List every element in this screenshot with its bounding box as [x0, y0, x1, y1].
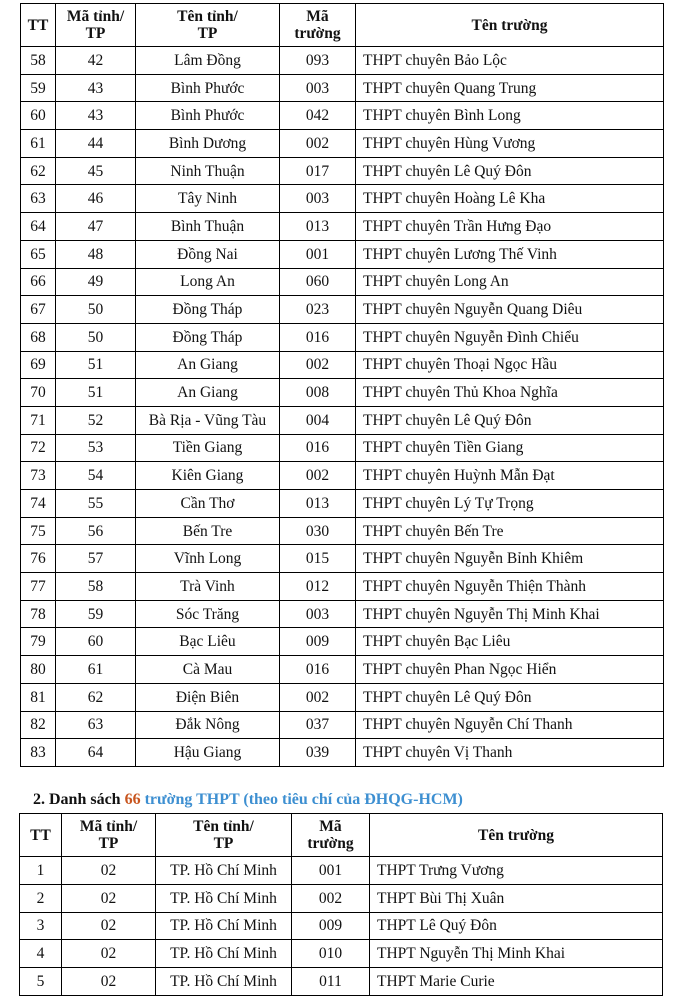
cell-school-code: 003 — [280, 600, 356, 628]
table-row — [21, 490, 664, 518]
table-row — [21, 213, 664, 241]
header-province-name: Tên tỉnh/ TP — [156, 814, 292, 857]
cell-tt: 68 — [21, 323, 56, 351]
cell-tt: 78 — [21, 600, 56, 628]
cell-school-name: THPT Bùi Thị Xuân — [370, 884, 663, 912]
cell-province-code: 55 — [56, 490, 136, 518]
cell-province-code: 52 — [56, 406, 136, 434]
cell-school-code: 037 — [280, 711, 356, 739]
cell-tt: 1 — [20, 857, 62, 885]
cell-school-code: 023 — [280, 296, 356, 324]
cell-school-name: THPT chuyên Long An — [356, 268, 664, 296]
cell-tt: 69 — [21, 351, 56, 379]
cell-province-name: An Giang — [136, 351, 280, 379]
cell-province-code: 02 — [62, 912, 156, 940]
cell-province-code: 02 — [62, 940, 156, 968]
cell-province-name: Sóc Trăng — [136, 600, 280, 628]
table-row — [21, 462, 664, 490]
cell-province-code: 61 — [56, 656, 136, 684]
cell-tt: 63 — [21, 185, 56, 213]
table-row — [21, 545, 664, 573]
cell-school-name: THPT chuyên Thủ Khoa Nghĩa — [356, 379, 664, 407]
cell-province-name: Bến Tre — [136, 517, 280, 545]
table-row — [21, 102, 664, 130]
cell-tt: 66 — [21, 268, 56, 296]
cell-tt: 5 — [20, 968, 62, 996]
cell-school-name: THPT chuyên Lê Quý Đôn — [356, 406, 664, 434]
cell-school-code: 010 — [292, 940, 370, 968]
cell-school-code: 008 — [280, 379, 356, 407]
table-row — [21, 47, 664, 75]
schools-table-continued — [20, 3, 664, 767]
cell-school-name: THPT chuyên Lý Tự Trọng — [356, 490, 664, 518]
cell-school-name: THPT chuyên Nguyễn Thiện Thành — [356, 573, 664, 601]
cell-tt: 58 — [21, 47, 56, 75]
cell-province-code: 44 — [56, 130, 136, 158]
table-header — [20, 814, 663, 857]
cell-school-name: THPT chuyên Nguyễn Chí Thanh — [356, 711, 664, 739]
table-row — [21, 351, 664, 379]
cell-province-code: 50 — [56, 323, 136, 351]
cell-school-name: THPT chuyên Bến Tre — [356, 517, 664, 545]
cell-province-name: Điện Biên — [136, 683, 280, 711]
header-tt: TT — [21, 4, 56, 47]
cell-tt: 4 — [20, 940, 62, 968]
table-row — [21, 683, 664, 711]
table-row — [21, 379, 664, 407]
table-row — [21, 573, 664, 601]
cell-school-name: THPT chuyên Vị Thanh — [356, 739, 664, 767]
table-row — [21, 656, 664, 684]
cell-school-code: 016 — [280, 434, 356, 462]
cell-school-code: 030 — [280, 517, 356, 545]
cell-school-name: THPT chuyên Lương Thế Vinh — [356, 240, 664, 268]
cell-province-name: Kiên Giang — [136, 462, 280, 490]
header-row — [20, 814, 663, 857]
cell-tt: 67 — [21, 296, 56, 324]
cell-tt: 72 — [21, 434, 56, 462]
cell-province-code: 64 — [56, 739, 136, 767]
cell-school-code: 013 — [280, 490, 356, 518]
cell-province-name: An Giang — [136, 379, 280, 407]
cell-tt: 83 — [21, 739, 56, 767]
cell-school-name: THPT chuyên Nguyễn Thị Minh Khai — [356, 600, 664, 628]
cell-tt: 3 — [20, 912, 62, 940]
cell-province-code: 59 — [56, 600, 136, 628]
cell-province-code: 02 — [62, 857, 156, 885]
cell-school-name: THPT Trưng Vương — [370, 857, 663, 885]
cell-school-name: THPT Lê Quý Đôn — [370, 912, 663, 940]
cell-school-name: THPT chuyên Nguyễn Quang Diêu — [356, 296, 664, 324]
cell-school-code: 002 — [280, 351, 356, 379]
cell-school-code: 093 — [280, 47, 356, 75]
cell-school-code: 011 — [292, 968, 370, 996]
cell-province-name: TP. Hồ Chí Minh — [156, 912, 292, 940]
cell-tt: 60 — [21, 102, 56, 130]
cell-school-code: 013 — [280, 213, 356, 241]
cell-province-code: 50 — [56, 296, 136, 324]
header-province-code: Mã tỉnh/ TP — [56, 4, 136, 47]
cell-province-code: 57 — [56, 545, 136, 573]
cell-province-name: Hậu Giang — [136, 739, 280, 767]
cell-province-code: 54 — [56, 462, 136, 490]
cell-province-code: 53 — [56, 434, 136, 462]
cell-tt: 61 — [21, 130, 56, 158]
table-row — [21, 323, 664, 351]
cell-school-code: 016 — [280, 656, 356, 684]
cell-school-code: 012 — [280, 573, 356, 601]
cell-tt: 74 — [21, 490, 56, 518]
cell-tt: 64 — [21, 213, 56, 241]
cell-province-name: TP. Hồ Chí Minh — [156, 857, 292, 885]
cell-province-name: TP. Hồ Chí Minh — [156, 940, 292, 968]
table-row — [21, 739, 664, 767]
cell-province-name: Long An — [136, 268, 280, 296]
cell-school-name: THPT chuyên Nguyễn Bỉnh Khiêm — [356, 545, 664, 573]
table-row — [20, 884, 663, 912]
cell-province-name: Đồng Tháp — [136, 296, 280, 324]
cell-school-name: THPT chuyên Bạc Liêu — [356, 628, 664, 656]
table-row — [21, 240, 664, 268]
cell-tt: 75 — [21, 517, 56, 545]
cell-province-name: Đồng Tháp — [136, 323, 280, 351]
cell-province-name: Đắk Nông — [136, 711, 280, 739]
cell-school-name: THPT chuyên Lê Quý Đôn — [356, 157, 664, 185]
cell-province-code: 60 — [56, 628, 136, 656]
header-province-code: Mã tỉnh/ TP — [62, 814, 156, 857]
cell-province-name: Ninh Thuận — [136, 157, 280, 185]
table-row — [20, 968, 663, 996]
cell-tt: 59 — [21, 74, 56, 102]
cell-school-code: 002 — [280, 683, 356, 711]
cell-tt: 81 — [21, 683, 56, 711]
school-count: 66 — [124, 791, 141, 808]
cell-province-code: 45 — [56, 157, 136, 185]
section-prefix: 2. Danh sách — [33, 791, 125, 808]
cell-tt: 2 — [20, 884, 62, 912]
header-province-name: Tên tỉnh/ TP — [136, 4, 280, 47]
cell-school-code: 017 — [280, 157, 356, 185]
table-row — [21, 434, 664, 462]
header-school-name: Tên trường — [370, 814, 663, 857]
header-school-code: Mã trường — [292, 814, 370, 857]
cell-province-name: TP. Hồ Chí Minh — [156, 884, 292, 912]
cell-school-name: THPT chuyên Bình Long — [356, 102, 664, 130]
cell-province-name: Tây Ninh — [136, 185, 280, 213]
cell-school-name: THPT chuyên Nguyễn Đình Chiểu — [356, 323, 664, 351]
table-row — [20, 912, 663, 940]
header-school-code: Mã trường — [280, 4, 356, 47]
cell-school-code: 009 — [280, 628, 356, 656]
cell-tt: 80 — [21, 656, 56, 684]
cell-province-name: Bình Phước — [136, 74, 280, 102]
cell-school-code: 002 — [280, 462, 356, 490]
cell-school-code: 001 — [292, 857, 370, 885]
table-header — [21, 4, 664, 47]
cell-province-name: Lâm Đồng — [136, 47, 280, 75]
cell-province-code: 48 — [56, 240, 136, 268]
cell-school-name: THPT chuyên Tiền Giang — [356, 434, 664, 462]
cell-tt: 71 — [21, 406, 56, 434]
cell-province-name: Bình Dương — [136, 130, 280, 158]
table-row — [20, 857, 663, 885]
cell-province-name: Trà Vinh — [136, 573, 280, 601]
cell-tt: 79 — [21, 628, 56, 656]
cell-school-code: 009 — [292, 912, 370, 940]
table-row — [21, 517, 664, 545]
header-tt: TT — [20, 814, 62, 857]
table-row — [21, 628, 664, 656]
cell-province-code: 46 — [56, 185, 136, 213]
cell-province-name: Bình Thuận — [136, 213, 280, 241]
section-middle: trường THPT — [140, 791, 240, 808]
cell-tt: 65 — [21, 240, 56, 268]
cell-school-code: 002 — [280, 130, 356, 158]
cell-tt: 70 — [21, 379, 56, 407]
cell-province-code: 47 — [56, 213, 136, 241]
table-row — [21, 600, 664, 628]
table-row — [21, 130, 664, 158]
cell-tt: 77 — [21, 573, 56, 601]
cell-school-name: THPT chuyên Thoại Ngọc Hầu — [356, 351, 664, 379]
cell-province-name: Vĩnh Long — [136, 545, 280, 573]
cell-school-name: THPT chuyên Bảo Lộc — [356, 47, 664, 75]
cell-province-code: 02 — [62, 968, 156, 996]
cell-province-name: Đồng Nai — [136, 240, 280, 268]
table-row — [21, 711, 664, 739]
cell-province-code: 63 — [56, 711, 136, 739]
cell-province-name: Bạc Liêu — [136, 628, 280, 656]
cell-province-code: 49 — [56, 268, 136, 296]
cell-province-code: 02 — [62, 884, 156, 912]
cell-province-name: Tiền Giang — [136, 434, 280, 462]
header-school-name: Tên trường — [356, 4, 664, 47]
cell-school-code: 003 — [280, 74, 356, 102]
cell-tt: 73 — [21, 462, 56, 490]
table-row — [20, 940, 663, 968]
cell-school-code: 016 — [280, 323, 356, 351]
cell-tt: 82 — [21, 711, 56, 739]
table-row — [21, 74, 664, 102]
cell-province-code: 51 — [56, 379, 136, 407]
cell-school-code: 001 — [280, 240, 356, 268]
cell-school-name: THPT chuyên Lê Quý Đôn — [356, 683, 664, 711]
cell-province-code: 56 — [56, 517, 136, 545]
cell-province-name: Bình Phước — [136, 102, 280, 130]
cell-school-name: THPT chuyên Huỳnh Mẫn Đạt — [356, 462, 664, 490]
cell-school-code: 060 — [280, 268, 356, 296]
cell-province-code: 42 — [56, 47, 136, 75]
table-row — [21, 406, 664, 434]
cell-province-name: Bà Rịa - Vũng Tàu — [136, 406, 280, 434]
cell-school-name: THPT chuyên Phan Ngọc Hiển — [356, 656, 664, 684]
cell-school-code: 042 — [280, 102, 356, 130]
cell-province-name: TP. Hồ Chí Minh — [156, 968, 292, 996]
cell-school-code: 003 — [280, 185, 356, 213]
table-row — [21, 296, 664, 324]
cell-school-code: 039 — [280, 739, 356, 767]
cell-school-name: THPT chuyên Hùng Vương — [356, 130, 664, 158]
table-body — [20, 857, 663, 996]
section-2-heading — [33, 790, 463, 810]
cell-school-name: THPT Marie Curie — [370, 968, 663, 996]
table-row — [21, 157, 664, 185]
cell-school-name: THPT chuyên Quang Trung — [356, 74, 664, 102]
cell-province-code: 51 — [56, 351, 136, 379]
cell-province-code: 43 — [56, 74, 136, 102]
header-row — [21, 4, 664, 47]
cell-province-code: 62 — [56, 683, 136, 711]
table-body — [21, 47, 664, 767]
table-row — [21, 268, 664, 296]
cell-tt: 76 — [21, 545, 56, 573]
cell-school-name: THPT chuyên Trần Hưng Đạo — [356, 213, 664, 241]
cell-school-code: 004 — [280, 406, 356, 434]
cell-school-name: THPT chuyên Hoàng Lê Kha — [356, 185, 664, 213]
schools-table-hcm — [19, 813, 663, 996]
section-suffix: (theo tiêu chí của ĐHQG-HCM) — [239, 791, 463, 808]
cell-province-name: Cần Thơ — [136, 490, 280, 518]
cell-province-code: 43 — [56, 102, 136, 130]
cell-school-name: THPT Nguyễn Thị Minh Khai — [370, 940, 663, 968]
cell-province-code: 58 — [56, 573, 136, 601]
cell-tt: 62 — [21, 157, 56, 185]
cell-province-name: Cà Mau — [136, 656, 280, 684]
cell-school-code: 015 — [280, 545, 356, 573]
table-row — [21, 185, 664, 213]
cell-school-code: 002 — [292, 884, 370, 912]
